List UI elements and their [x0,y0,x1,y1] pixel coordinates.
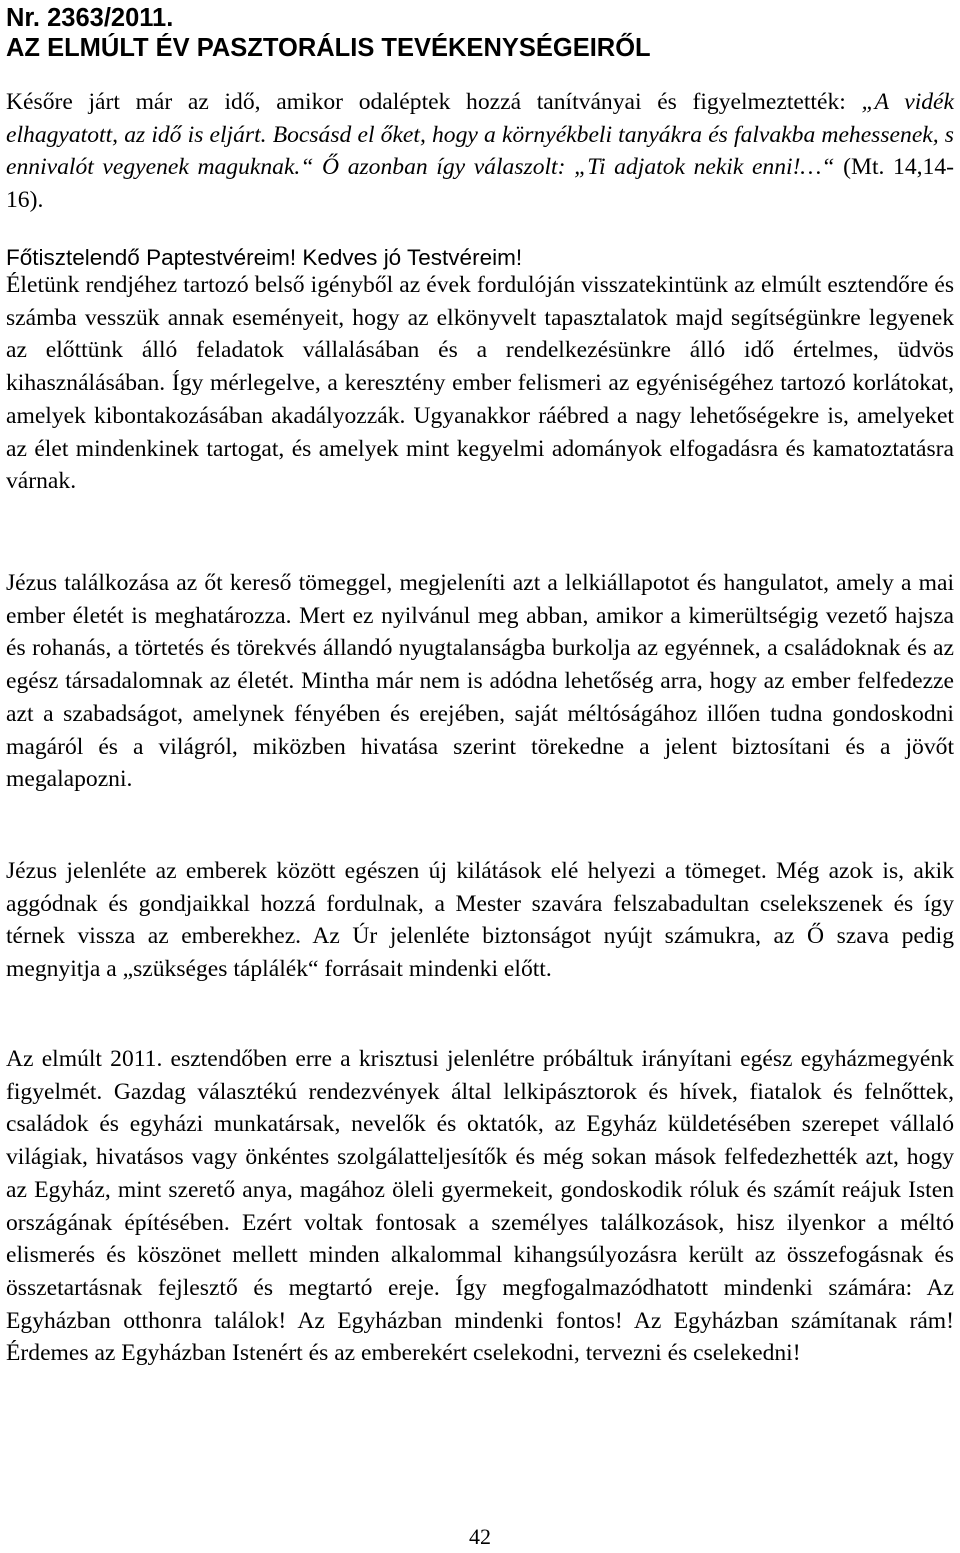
body-paragraph-1: Életünk rendjéhez tartozó belső igényből az évek fordulóján visszatekintünk az elmúlt esztendőre és számba vesszük annak eseményeit, hogy az elkönyvelt tapasztalatok majd segítségünkre legyenek az előttünk álló feladatok vállalásában és a rendelkezésünkre álló idő értelmes, üdvös kihasználásában. Így mérlegelve, a keresztény ember felismeri az egyéniségéhez tartozó korlátokat, amelyek kibontakozásában akadályozzák. Ugyanakkor ráébred a nagy lehetőségekre is, amelyeket az élet mindenkinek tartogat, és amelyek mint kegyelmi adományok elfogadásra és kamatoztatásra várnak. [6,272,954,495]
quote-italic: „A vidék elhagyatott, az idő is eljárt. Bocsásd el őket, hogy a környékbeli tanyákra és falvakba mehessenek, s ennivalót vegyenek maguknak.“ Ő azonban így válaszolt: „Ti adjatok nekik enni!…“ [6,89,954,181]
body-paragraph-3: Jézus jelenléte az emberek között egészen új kilátások elé helyezi a tömeget. Még azok is, akik aggódnak és gondjaikkal hozzá fordulnak, a Mester szavára felszabadultan cselekszenek és így térnek vissza az emberekhez. Az Úr jelenléte biztonságot nyújt számukra, az Ő szava pedig megnyitja a „szükséges táplálék“ forrásait mindenki előtt. [6,858,954,983]
body-paragraph-4: Az elmúlt 2011. esztendőben erre a krisztusi jelenlétre próbáltuk irányítani egész egyházmegyénk figyelmét. Gazdag választékú rendezvények által lelkipásztorok és hívek, fiatalok és felnőttek, családok és egyházi munkatársak, nevelők és oktatók, az Egyház küldetésében szerepet vállaló világiak, hivatásos vagy önkéntes szolgálatteljesítők és még sokan mások felfedezhették azt, hogy az Egyház, mint szerető anya, magához öleli gyermekeit, gondoskodik róluk és számít reájuk Isten országának építésében. Ezért voltak fontosak a személyes találkozások, hisz ilyenkor a méltó elismerés és köszönet mellett minden alkalommal kihangsúlyozásra került az összefogásnak és összetartásnak fejlesztő és megtartó ereje. Így megfogalmazódhatott mindenki számára: Az Egyházban otthonra találok! Az Egyházban mindenki fontos! Az Egyházban számítanak rám! Érdemes az Egyházban Istenért és az emberekért cselekodni, tervezni és cselekedni! [6,1046,954,1367]
quote-intro: Későre járt már az idő, amikor odaléptek hozzá tanítványai és figyelmeztették: [6,89,862,115]
body-paragraph-2: Jézus találkozása az őt kereső tömeggel, megjeleníti azt a lelkiállapotot és hangulatot, amely a mai ember életét is meghatározza. Mert ez nyilvánul meg abban, amikor a kimerültségig vezető hajsza és rohanás, a törtetés és törekvés állandó nyugtalanságba burkolja az egyénnek, a családoknak és az egész társadalomnak az életét. Mintha már nem is adódna lehetőség arra, hogy az ember felfedezze azt a szabadságot, amelynek fényében és erejében, saját méltóságához illően tudna gondoskodni magáról és a világról, miközben hivatása szerint törekedne a jelent biztosítani és a jövőt megalapozni. [6,570,954,793]
page-number: 42 [469,1524,491,1549]
document-title: AZ ELMÚLT ÉV PASZTORÁLIS TEVÉKENYSÉGEIRŐL [6,34,651,62]
quote-reference: (Mt. 14,14-16). [6,154,954,214]
bible-quote-paragraph [6,86,954,217]
document-number: Nr. 2363/2011. [6,4,174,32]
greeting: Főtisztelendő Paptestvéreim! Kedves jó Testvéreim! [6,245,523,270]
